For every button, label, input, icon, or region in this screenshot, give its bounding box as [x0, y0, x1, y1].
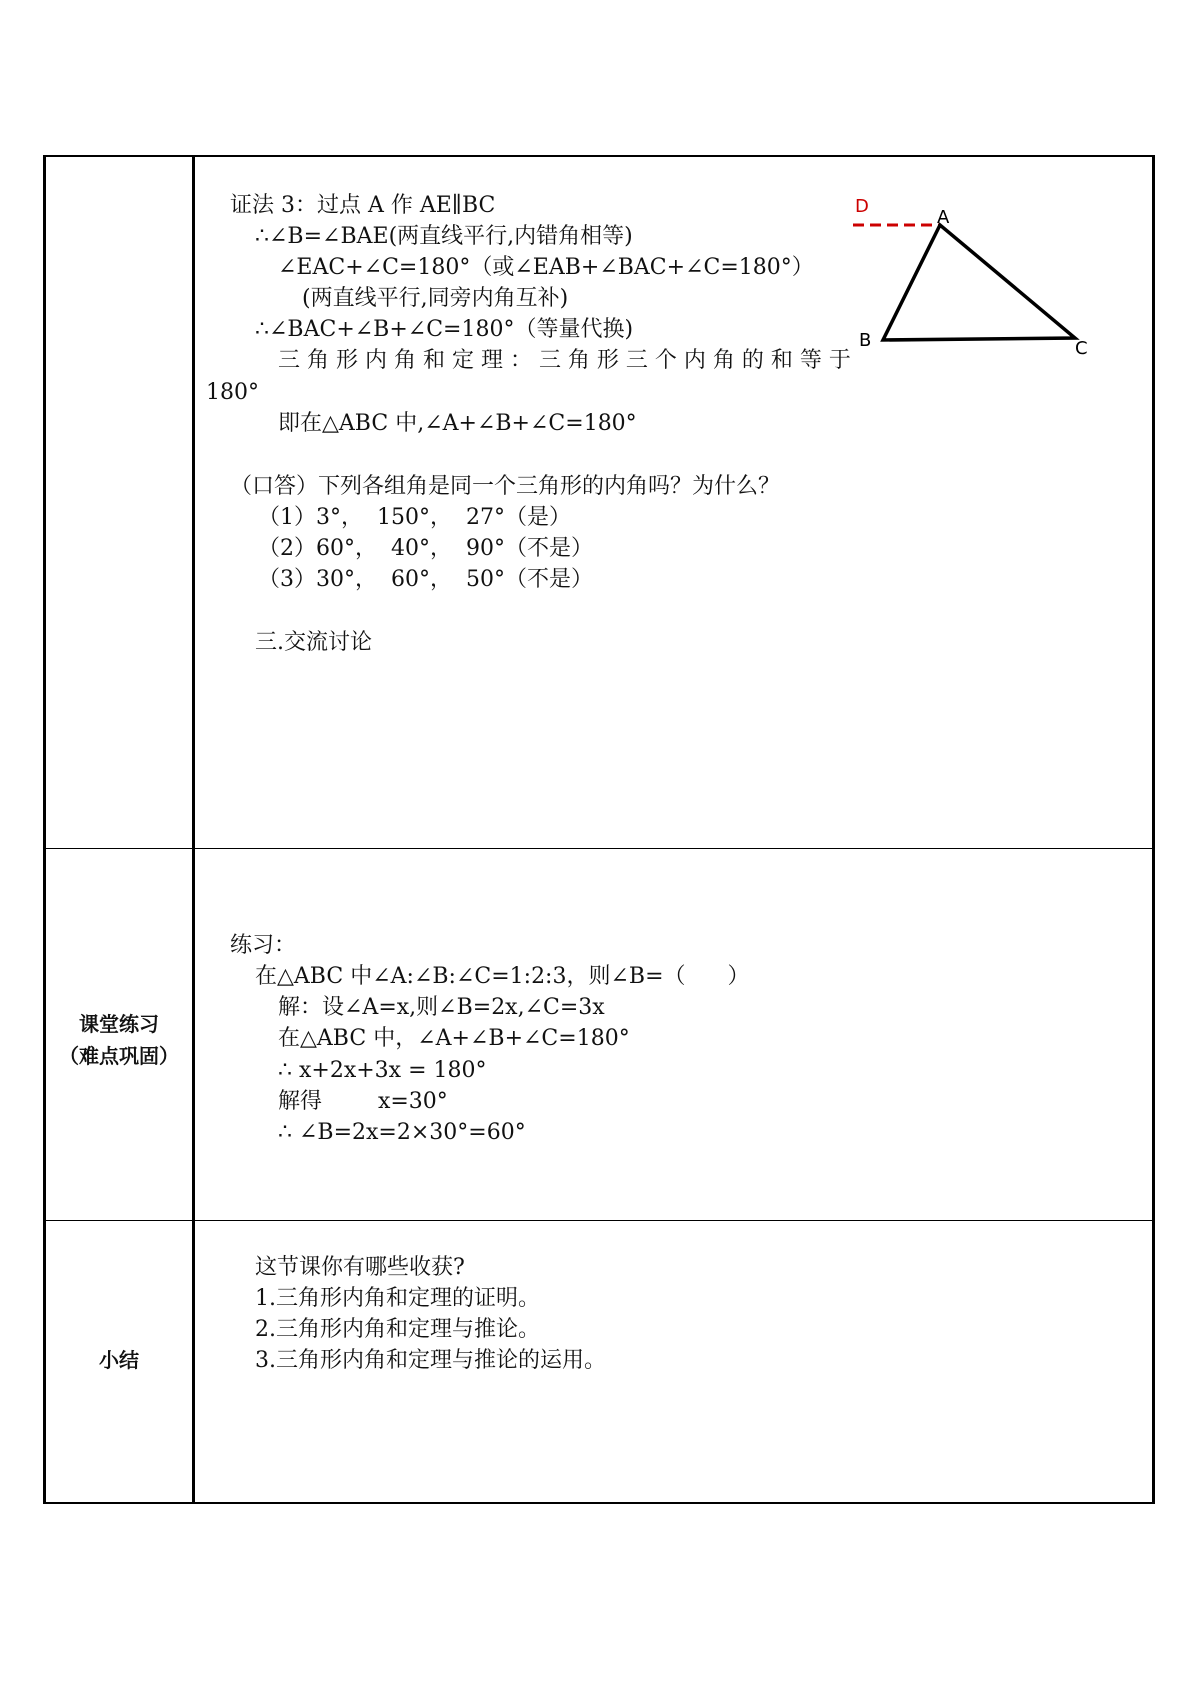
- theorem-line: 180°: [206, 380, 259, 405]
- point-d-label: D: [855, 196, 869, 217]
- theorem-line: 三 角 形 内 角 和 定 理 ： 三 角 形 三 个 内 角 的 和 等 于: [278, 348, 851, 373]
- practice-line: ∴ ∠B=2x=2×30°=60°: [278, 1120, 526, 1145]
- question-item: （1）3°， 150°， 27°（是）: [258, 505, 571, 530]
- table-column-divider: [192, 155, 195, 1504]
- proof-line: ∴∠B=∠BAE(两直线平行,内错角相等): [255, 224, 633, 249]
- question-item: （3）30°， 60°， 50°（不是）: [258, 567, 593, 592]
- practice-row-label: [44, 1008, 194, 1072]
- question-item: （2）60°， 40°， 90°（不是）: [258, 536, 593, 561]
- proof-line: 证法 3：过点 A 作 AE∥BC: [230, 193, 496, 218]
- practice-line: 在△ABC 中，∠A+∠B+∠C=180°: [278, 1026, 630, 1051]
- table-right-border: [1152, 155, 1155, 1504]
- table-row-divider-1: [43, 848, 1154, 849]
- proof-line: ∠EAC+∠C=180°（或∠EAB+∠BAC+∠C=180°）: [278, 255, 814, 280]
- triangle-figure: [845, 192, 1125, 362]
- summary-line: 1.三角形内角和定理的证明。: [255, 1286, 540, 1311]
- summary-row-label: 小结: [99, 1348, 139, 1372]
- practice-label-sub: （难点巩固）: [59, 1044, 179, 1068]
- question-line: （口答）下列各组角是同一个三角形的内角吗？为什么？: [230, 474, 781, 499]
- proof-line: (两直线平行,同旁内角互补): [302, 286, 569, 311]
- practice-line: ∴ x+2x+3x = 180°: [278, 1058, 487, 1083]
- point-b-label: B: [859, 330, 872, 351]
- practice-line: 解得 x=30°: [278, 1089, 448, 1114]
- practice-line: 在△ABC 中∠A:∠B:∠C=1:2:3，则∠B=（ ）: [255, 964, 750, 989]
- table-row-divider-2: [43, 1220, 1154, 1221]
- table-left-border: [43, 155, 46, 1504]
- practice-line: 解：设∠A=x,则∠B=2x,∠C=3x: [278, 995, 605, 1020]
- point-a-label: A: [937, 207, 950, 228]
- practice-line: 练习：: [230, 933, 297, 958]
- practice-label-main: 课堂练习: [79, 1012, 159, 1036]
- triangle-abc: [883, 225, 1075, 340]
- table-top-border: [43, 155, 1154, 157]
- discussion-heading: 三.交流讨论: [255, 630, 372, 655]
- summary-line: 3.三角形内角和定理与推论的运用。: [255, 1348, 606, 1373]
- summary-line: 2.三角形内角和定理与推论。: [255, 1317, 540, 1342]
- summary-line: 这节课你有哪些收获?: [255, 1255, 465, 1280]
- theorem-line: 即在△ABC 中,∠A+∠B+∠C=180°: [278, 411, 637, 436]
- proof-line: ∴∠BAC+∠B+∠C=180°（等量代换): [255, 317, 634, 342]
- table-bottom-border: [43, 1502, 1154, 1504]
- point-c-label: C: [1075, 338, 1088, 359]
